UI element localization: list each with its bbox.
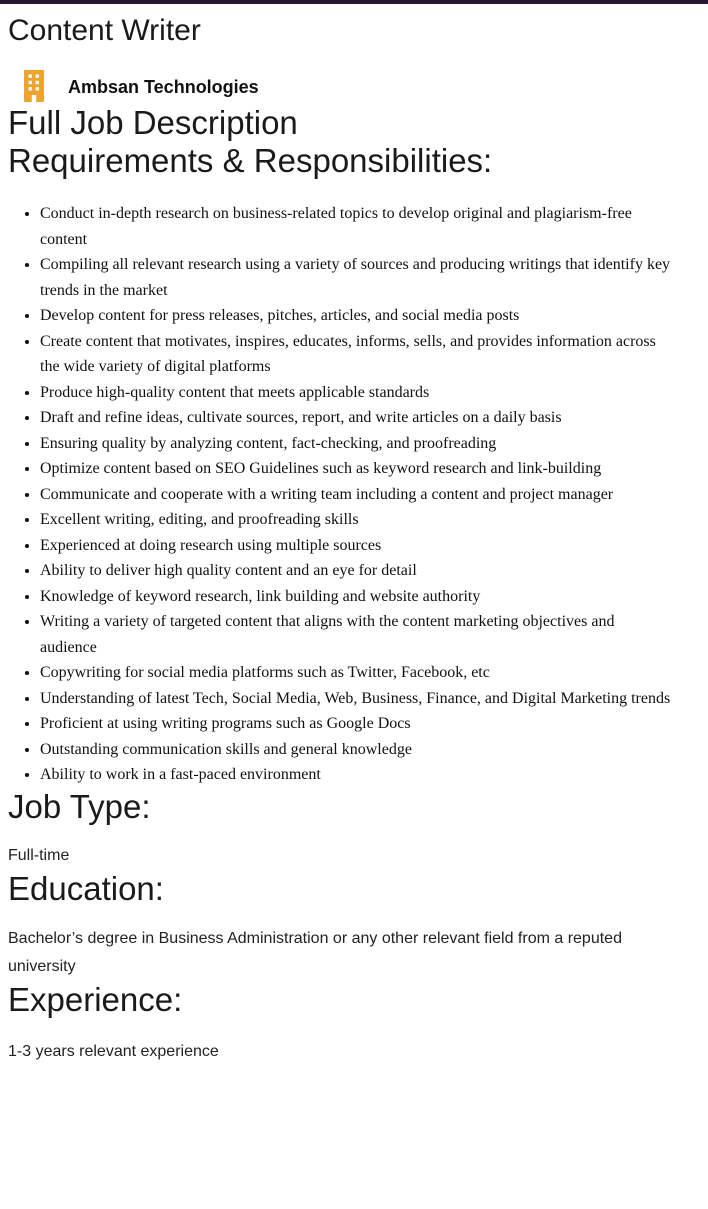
requirement-item: • Copywriting for social media platforms such as Twitter, Facebook, etc [40,660,672,686]
requirement-item: • Experienced at doing research using multiple sources [40,533,672,559]
top-bar [0,0,708,4]
requirement-item: • Optimize content based on SEO Guidelines such as keyword research and link-building [40,456,672,482]
job-type-heading: Job Type: [8,787,151,825]
experience-value: 1-3 years relevant experience [8,1042,219,1060]
full-job-description-heading: Full Job Description [8,104,298,141]
requirements-heading: Requirements & Responsibilities: [8,142,493,179]
requirement-item: • Knowledge of keyword research, link building and website authority [40,584,672,610]
requirement-item: • Draft and refine ideas, cultivate sources, report, and write articles on a daily basis [40,405,672,431]
requirement-item: • Understanding of latest Tech, Social Media, Web, Business, Finance, and Digital Marketing trends [40,686,672,712]
requirement-item: • Communicate and cooperate with a writing team including a content and project manager [40,482,672,508]
requirement-item: • Develop content for press releases, pitches, articles, and social media posts [40,303,672,329]
requirement-item: • Excellent writing, editing, and proofreading skills [40,507,672,533]
company-row [24,70,700,104]
page-title: Content Writer [8,14,201,47]
requirements-list [8,201,672,788]
requirement-item: • Outstanding communication skills and general knowledge [40,737,672,763]
requirement-item: • Produce high-quality content that meets applicable standards [40,380,672,406]
job-posting [0,14,708,1066]
requirement-item: • Conduct in-depth research on business-related topics to develop original and plagiarism-free content [40,201,672,252]
experience-heading: Experience: [8,980,183,1018]
requirement-item: • Ensuring quality by analyzing content, fact-checking, and proofreading [40,431,672,457]
requirement-item: • Proficient at using writing programs such as Google Docs [40,711,672,737]
requirement-item: • Ability to work in a fast-paced environment [40,762,672,788]
requirement-item: • Ability to deliver high quality content and an eye for detail [40,558,672,584]
building-icon [24,70,44,104]
requirement-item: • Create content that motivates, inspires, educates, informs, sells, and provides information across the wide variety of digital platforms [40,329,672,380]
education-value: Bachelor’s degree in Business Administration or any other relevant field from a reputed university [8,929,622,975]
education-heading: Education: [8,869,164,907]
company-name: Ambsan Technologies [68,76,259,97]
requirement-item: • Writing a variety of targeted content that aligns with the content marketing objectives and audience [40,609,672,660]
requirement-item: • Compiling all relevant research using a variety of sources and producing writings that identify key trends in the market [40,252,672,303]
job-type-value: Full-time [8,846,70,864]
